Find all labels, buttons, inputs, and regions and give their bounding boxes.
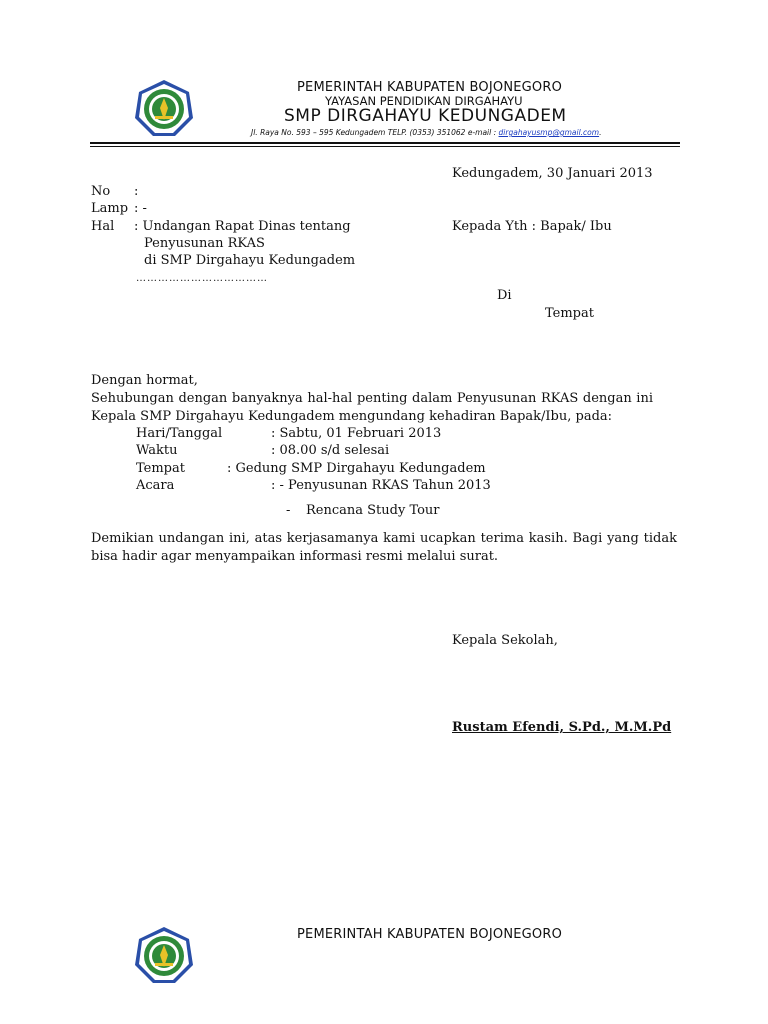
hal-line-1: : Undangan Rapat Dinas tentang xyxy=(134,219,351,234)
address-text: Jl. Raya No. 593 – 595 Kedungadem TELP. (0353) 351062 e-mail : xyxy=(251,128,499,137)
hal-label: Hal xyxy=(91,219,115,234)
school-logo xyxy=(133,78,195,140)
acara-value-2: Rencana Study Tour xyxy=(306,503,440,518)
recipient-line: Kepada Yth : Bapak/ Ibu xyxy=(452,219,612,234)
letterhead-address xyxy=(251,128,601,137)
letterhead-school-name: SMP DIRGAHAYU KEDUNGADEM xyxy=(284,106,567,126)
closing-paragraph: Demikian undangan ini, atas kerjasamanya kami ucapkan terima kasih. Bagi yang tidak bisa hadir agar menyampaikan informasi resmi melalui surat. xyxy=(91,531,677,564)
lamp-value: : - xyxy=(134,201,147,216)
recipient-tempat: Tempat xyxy=(545,306,594,321)
address-suffix: . xyxy=(599,128,602,137)
letterhead-rule-thin xyxy=(90,146,680,147)
acara-label: Acara xyxy=(136,478,175,493)
acara-dash-2: - xyxy=(286,503,291,518)
email-link[interactable]: dirgahayusmp@gmail.com xyxy=(498,128,600,137)
tempat-value: : Gedung SMP Dirgahayu Kedungadem xyxy=(227,461,486,476)
hari-value: : Sabtu, 01 Februari 2013 xyxy=(271,426,442,441)
school-logo-next-page xyxy=(133,925,195,987)
opening-paragraph: Sehubungan dengan banyaknya hal-hal penting dalam Penyusunan RKAS dengan ini Kepala SMP Dirgahayu Kedungadem mengundang kehadiran Bapak/Ibu, pada: xyxy=(91,391,653,424)
date-line: Kedungadem, 30 Januari 2013 xyxy=(452,166,653,181)
hal-dots: ……………………………… xyxy=(136,273,268,284)
letterhead-rule-thick xyxy=(90,142,680,144)
letterhead-foundation: YAYASAN PENDIDIKAN DIRGAHAYU xyxy=(325,94,523,108)
next-page-government: PEMERINTAH KABUPATEN BOJONEGORO xyxy=(297,927,563,942)
letterhead-government: PEMERINTAH KABUPATEN BOJONEGORO xyxy=(297,80,563,95)
no-value: : xyxy=(134,184,139,199)
hal-line-3: di SMP Dirgahayu Kedungadem xyxy=(144,253,356,268)
no-label: No xyxy=(91,184,111,199)
hari-label: Hari/Tanggal xyxy=(136,426,223,441)
signature-title: Kepala Sekolah, xyxy=(452,633,558,648)
hal-line-2: Penyusunan RKAS xyxy=(144,236,265,251)
greeting: Dengan hormat, xyxy=(91,373,198,388)
tempat-label: Tempat xyxy=(136,461,185,476)
waktu-label: Waktu xyxy=(136,443,178,458)
lamp-label: Lamp xyxy=(91,201,129,216)
acara-value-1: : - Penyusunan RKAS Tahun 2013 xyxy=(271,478,491,493)
signature-name: Rustam Efendi, S.Pd., M.M.Pd xyxy=(452,720,672,735)
waktu-value: : 08.00 s/d selesai xyxy=(271,443,390,458)
recipient-di: Di xyxy=(497,288,512,303)
